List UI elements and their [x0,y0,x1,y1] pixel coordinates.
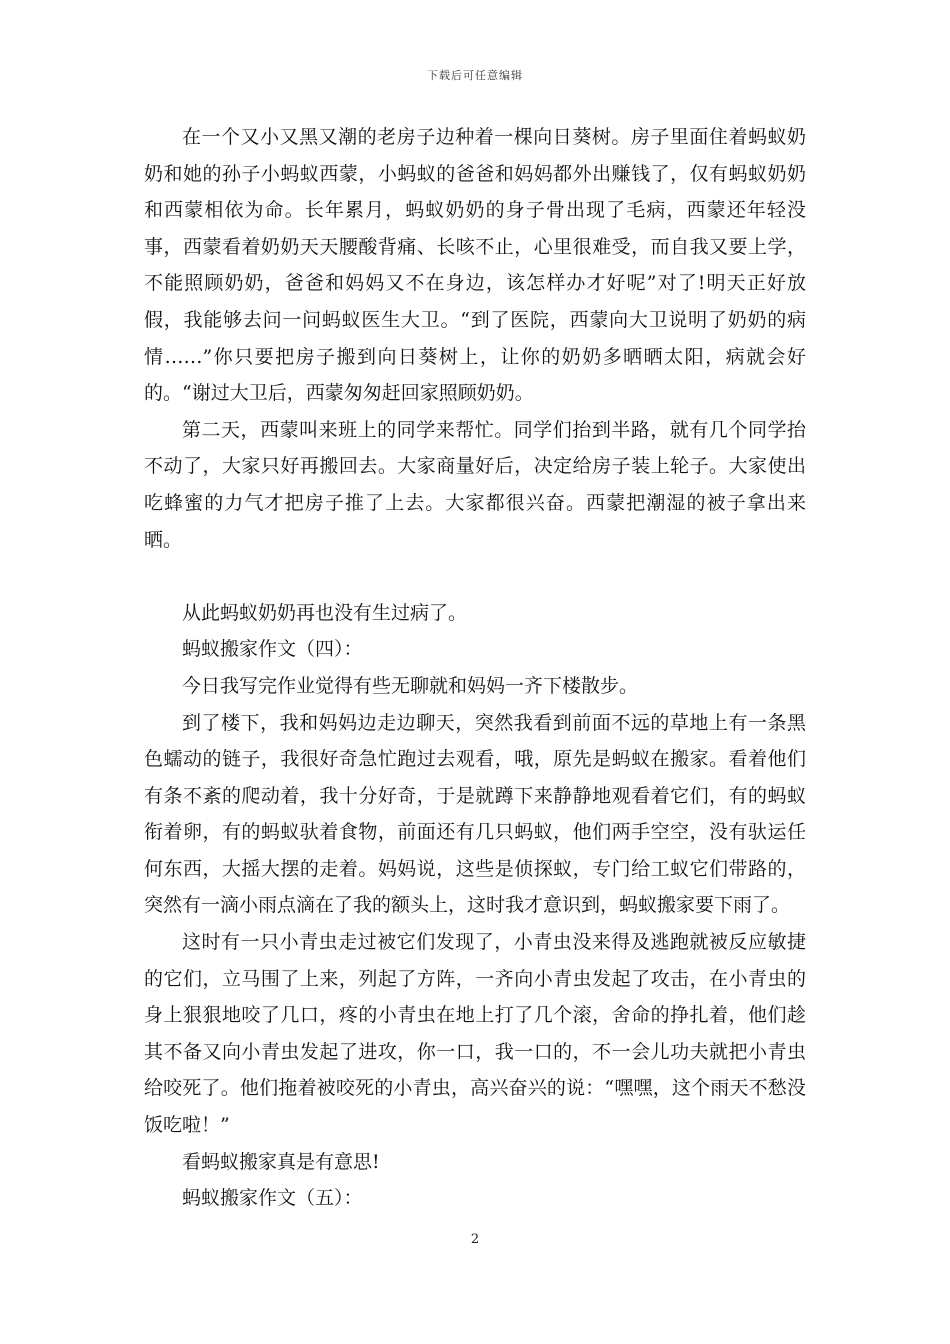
paragraph-2: 第二天，西蒙叫来班上的同学来帮忙。同学们抬到半路，就有几个同学抬不动了，大家只好再搬回去。大家商量好后，决定给房子装上轮子。大家使出吃蜂蜜的力气才把房子推了上去。大家都很兴奋。西蒙把潮湿的被子拿出来晒。 [144,418,806,551]
document-body [144,119,806,1217]
paragraph-1: 在一个又小又黑又潮的老房子边种着一棵向日葵树。房子里面住着蚂蚁奶奶和她的孙子小蚂蚁西蒙，小蚂蚁的爸爸和妈妈都外出赚钱了，仅有蚂蚁奶奶和西蒙相依为命。长年累月，蚂蚁奶奶的身子骨出现了毛病，西蒙还年轻没事，西蒙看着奶奶天天腰酸背痛、长咳不止，心里很难受，而自我又要上学，不能照顾奶奶，爸爸和妈妈又不在身边，该怎样办才好呢”对了!明天正好放假，我能够去问一问蚂蚁医生大卫。“到了医院，西蒙向大卫说明了奶奶的病情……”你只要把房子搬到向日葵树上，让你的奶奶多晒晒太阳，病就会好的。“谢过大卫后，西蒙匆匆赶回家照顾奶奶。 [144,126,806,405]
page-header: 下载后可任意编辑 [427,69,523,82]
paragraph-6: 到了楼下，我和妈妈边走边聊天，突然我看到前面不远的草地上有一条黑色蠕动的链子，我很好奇急忙跑过去观看，哦，原先是蚂蚁在搬家。看着他们有条不紊的爬动着，我十分好奇，于是就蹲下来静静地观看着它们，有的蚂蚁衔着卵，有的蚂蚁驮着食物，前面还有几只蚂蚁，他们两手空空，没有驮运任何东西，大摇大摆的走着。妈妈说，这些是侦探蚁，专门给工蚁它们带路的，突然有一滴小雨点滴在了我的额头上，这时我才意识到，蚂蚁搬家要下雨了。 [144,711,806,917]
page-number: 2 [470,1232,480,1247]
paragraph-8: 看蚂蚁搬家真是有意思! [182,1150,380,1173]
paragraph-5: 今日我写完作业觉得有些无聊就和妈妈一齐下楼散步。 [182,674,639,697]
section-heading-5: 蚂蚁搬家作文（五）： [182,1187,363,1210]
paragraph-7: 这时有一只小青虫走过被它们发现了，小青虫没来得及逃跑就被反应敏捷的它们，立马围了上来，列起了方阵，一齐向小青虫发起了攻击，在小青虫的身上狠狠地咬了几口，疼的小青虫在地上打了几个滚，舍命的挣扎着，他们趁其不备又向小青虫发起了进攻，你一口，我一口的，不一会儿功夫就把小青虫给咬死了。他们拖着被咬死的小青虫，高兴奋兴的说：“嘿嘿，这个雨天不愁没饭吃啦！” [144,931,806,1137]
section-heading-4: 蚂蚁搬家作文（四）： [182,638,363,661]
paragraph-3: 从此蚂蚁奶奶再也没有生过病了。 [182,601,468,624]
